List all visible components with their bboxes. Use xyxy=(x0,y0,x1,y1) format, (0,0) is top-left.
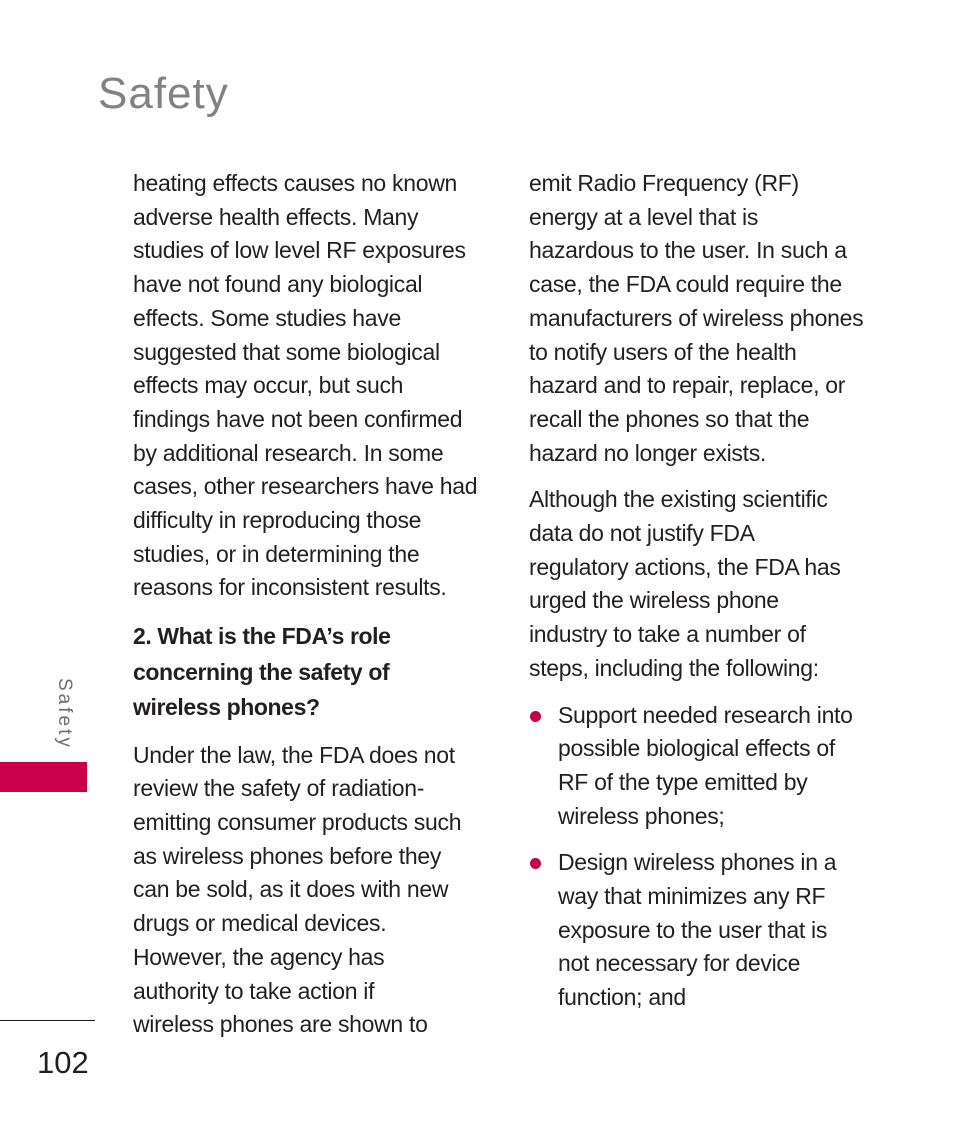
list-item xyxy=(529,699,889,834)
right-column xyxy=(529,167,889,1028)
bullet-list xyxy=(529,699,889,1015)
footer-divider xyxy=(0,1020,95,1021)
left-column xyxy=(133,167,493,1055)
body-paragraph: Under the law, the FDA does not review the safety of radiation- emitting consumer products such as wireless phones before they can be sold, as it does with new drugs or medical devices. However, the agency has authority to take action if wireless phones are shown to xyxy=(133,741,462,1038)
list-item-text: Design wireless phones in a way that minimizes any RF exposure to the user that is not necessary for device function; and xyxy=(558,849,837,1011)
side-tab-label: Safety xyxy=(54,678,75,750)
side-tab-marker xyxy=(0,762,87,792)
body-paragraph: heating effects causes no known adverse health effects. Many studies of low level RF exposures have not found any biological effects. Some studies have suggested that some biological effects may occur, but such findings have not been confirmed by additional research. In some cases, other researchers have had difficulty in reproducing those studies, or in determining the reasons for inconsistent results. xyxy=(133,170,478,601)
body-paragraph: Although the existing scientific data do not justify FDA regulatory actions, the FDA has urged the wireless phone industry to take a number of steps, including the following: xyxy=(529,486,841,681)
bullet-dot-icon xyxy=(530,711,541,722)
bullet-dot-icon xyxy=(530,858,541,869)
body-paragraph: emit Radio Frequency (RF) energy at a level that is hazardous to the user. In such a case, the FDA could require the manufacturers of wireless phones to notify users of the health hazard and to repair, replace, or recall the phones so that the hazard no longer exists. xyxy=(529,170,864,466)
section-subheading: 2. What is the FDA’s role concerning the safety of wireless phones? xyxy=(133,623,391,721)
list-item xyxy=(529,846,889,1015)
list-item-text: Support needed research into possible biological effects of RF of the type emitted by wireless phones; xyxy=(558,701,853,829)
page-number: 102 xyxy=(37,1045,89,1080)
page-title: Safety xyxy=(98,69,229,118)
